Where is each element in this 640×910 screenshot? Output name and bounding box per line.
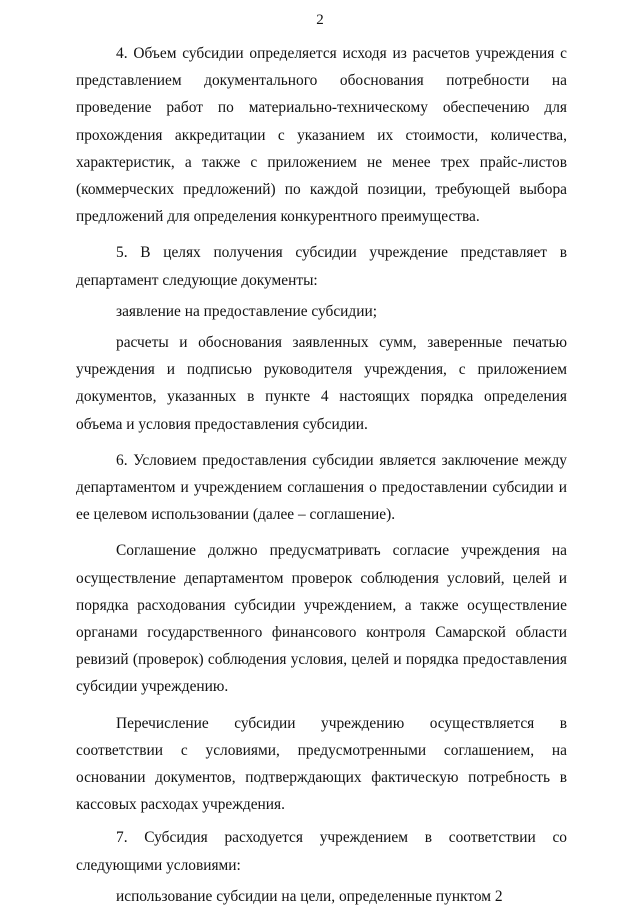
paragraph-calculations: расчеты и обоснования заявленных сумм, заверенные печатью учреждения и подписью руководителя учреждения, с приложением документов, указанных в пункте 4 настоящих порядка определения объема и условия предоставления субсидии.: [76, 334, 567, 433]
paragraph-4-subsidy-volume: 4. Объем субсидии определяется исходя из расчетов учреждения с представлением документального обоснования потребности на проведение работ по материально-техническому обеспечению для прохождения аккредитации с указанием их стоимости, количества, характеристик, а также с приложением не менее трех прайс-листов (коммерческих предложений) по каждой позиции, требующей выбора предложений для определения конкурентного преимущества.: [76, 45, 567, 226]
paragraph-7-conditions: 7. Субсидия расходуется учреждением в соответствии со следующими условиями:: [76, 829, 567, 874]
paragraph-6-agreement: 6. Условием предоставления субсидии является заключение между департаментом и учреждением соглашения о предоставлении субсидии и ее целевом использовании (далее – соглашение).: [76, 451, 567, 524]
paragraph-5-documents: 5. В целях получения субсидии учреждение представляет в департамент следующие документы:: [76, 244, 567, 289]
paragraph-agreement-consent: Соглашение должно предусматривать согласие учреждения на осуществление департаментом проверок соблюдения условий, целей и порядка расходования субсидии учреждением, а также осуществление органами государственного финансового контроля Самарской области ревизий (проверок) соблюдения условия, целей и порядка предоставления субсидии учреждению.: [76, 542, 567, 696]
paragraph-usage: использование субсидии на цели, определенные пунктом 2: [116, 887, 503, 905]
document-body: [76, 40, 567, 910]
paragraph-transfer: Перечисление субсидии учреждению осуществляется в соответствии с условиями, предусмотренными соглашением, на основании документов, подтверждающих фактическую потребность в кассовых расходах учреждения.: [76, 714, 567, 814]
paragraph-application: заявление на предоставление субсидии;: [116, 302, 378, 320]
page-number: 2: [316, 12, 324, 28]
